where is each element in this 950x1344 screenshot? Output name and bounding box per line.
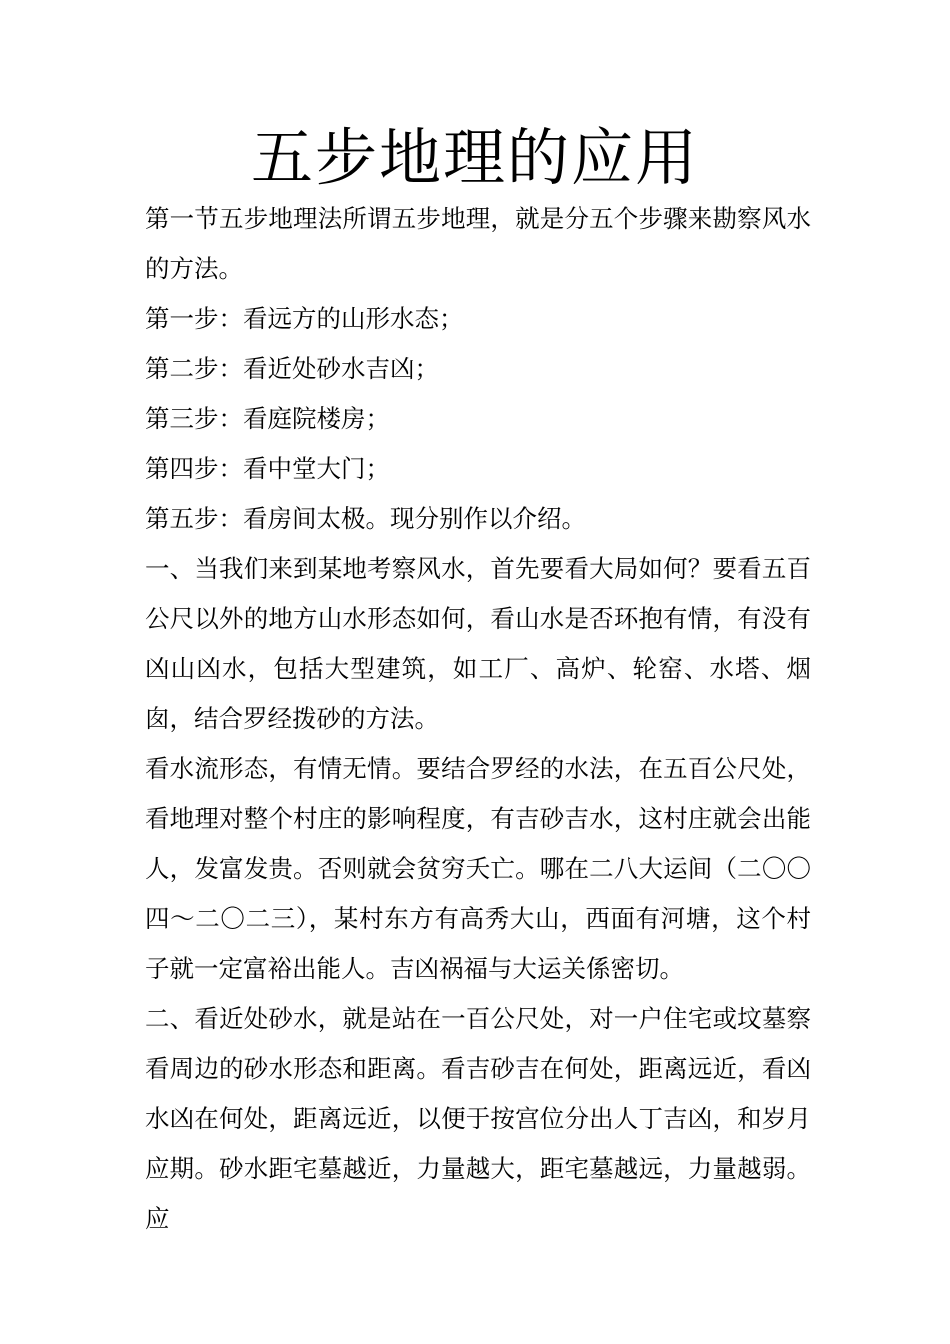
paragraph-step-2: 第二步：看近处砂水吉凶； <box>145 354 439 383</box>
paragraph-section-1: 一、当我们来到某地考察风水，首先要看大局如何？要看五百公尺以外的地方山水形态如何，看山水是否环抱有情，有没有凶山凶水，包括大型建筑，如工厂、高炉、轮窑、水塔、烟囱，结合罗经拨砂的方法。 <box>145 554 811 733</box>
paragraph-water-flow: 看水流形态，有情无情。要结合罗经的水法，在五百公尺处，看地理对整个村庄的影响程度，有吉砂吉水，这村庄就会出能人，发富发贵。否则就会贫穷夭亡。哪在二八大运间（二〇〇四～二〇二三），某村东方有高秀大山，西面有河塘，这个村子就一定富裕出能人。吉凶祸福与大运关係密切。 <box>145 754 811 983</box>
paragraph-step-3: 第三步：看庭院楼房； <box>145 404 390 433</box>
document-title: 五步地理的应用 <box>250 121 699 194</box>
paragraph-intro: 第一节五步地理法所谓五步地理，就是分五个步骤来勘察风水的方法。 <box>145 204 811 283</box>
paragraph-section-2: 二、看近处砂水，就是站在一百公尺处，对一户住宅或坟墓察看周边的砂水形态和距离。看吉砂吉在何处，距离远近，看凶水凶在何处，距离远近，以便于按宫位分出人丁吉凶，和岁月应期。砂水距宅墓越近，力量越大，距宅墓越远，力量越弱。应 <box>145 1004 811 1233</box>
paragraph-step-1: 第一步：看远方的山形水态； <box>145 304 464 333</box>
document-body <box>145 194 811 1244</box>
paragraph-step-4: 第四步：看中堂大门； <box>145 454 390 483</box>
paragraph-step-5: 第五步：看房间太极。现分别作以介绍。 <box>145 504 586 533</box>
